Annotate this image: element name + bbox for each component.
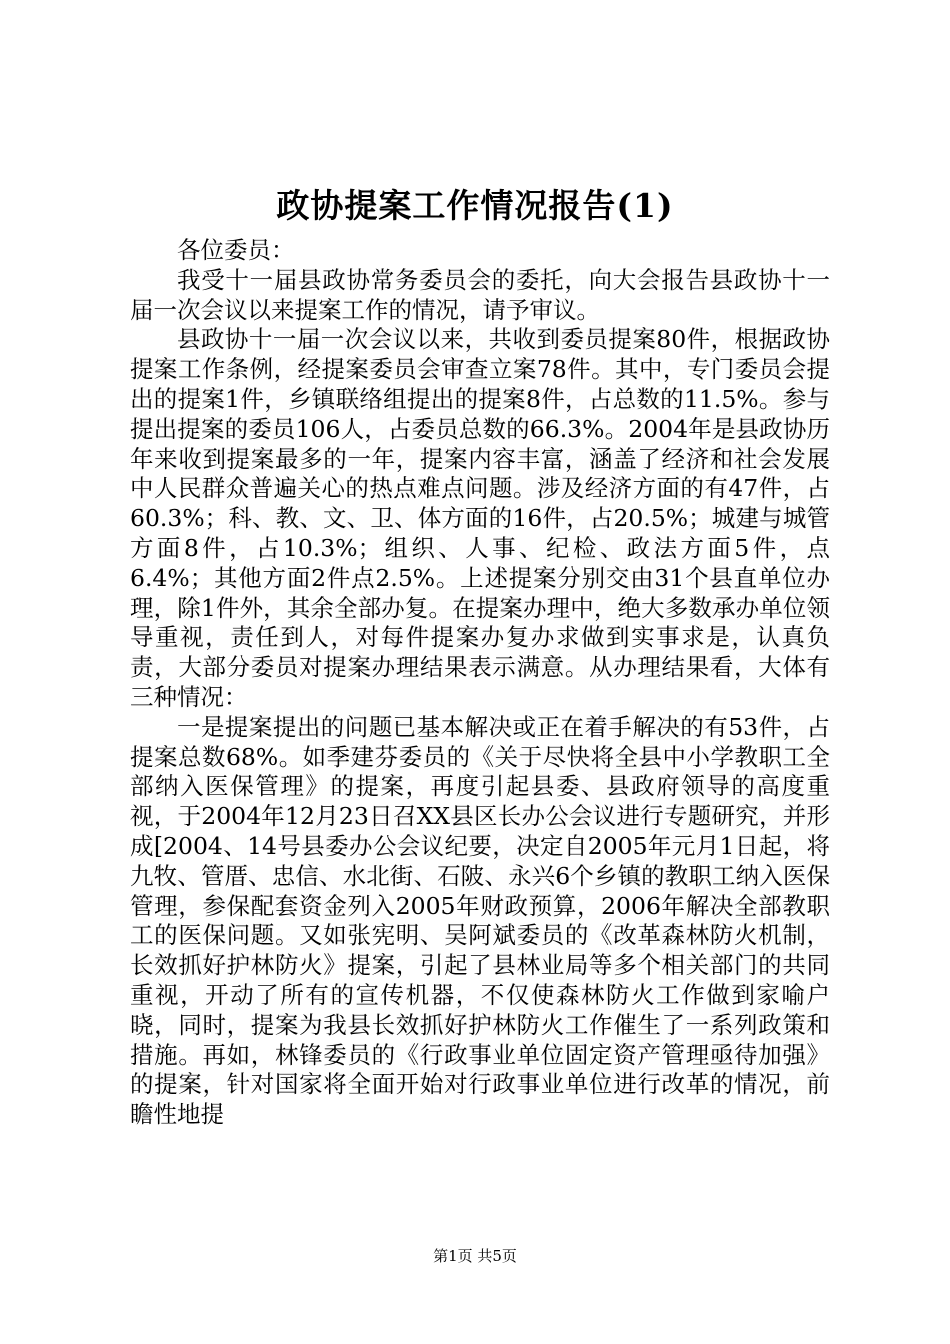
paragraph-statistics: 县政协十一届一次会议以来，共收到委员提案80件，根据政协提案工作条例，经提案委员会审查立案78件。其中，专门委员会提出的提案1件，乡镇联络组提出的提案8件，占总数的11.5%。参与提出提案的委员106人，占委员总数的66.3%。2004年是县政协历年来收到提案最多的一年，提案内容丰富，涵盖了经济和社会发展中人民群众普遍关心的热点难点问题。涉及经济方面的有47件，占60.3%；科、教、文、卫、体方面的16件，占20.5%；城建与城管方面8件，占10.3%；组织、人事、纪检、政法方面5件，点6.4%；其他方面2件点2.5%。上述提案分别交由31个县直单位办理，除1件外，其余全部办复。在提案办理中，绝大多数承办单位领导重视，责任到人，对每件提案办复办求做到实事求是，认真负责，大部分委员对提案办理结果表示满意。从办理结果看，大体有三种情况： <box>130 325 830 711</box>
page-footer: 第1页 共5页 <box>433 1247 517 1265</box>
document-title: 政协提案工作情况报告(1) <box>276 186 674 225</box>
paragraph-results-one: 一是提案提出的问题已基本解决或正在着手解决的有53件，占提案总数68%。如季建芬委员的《关于尽快将全县中小学教职工全部纳入医保管理》的提案，再度引起县委、县政府领导的高度重视，于2004年12月23日召XX县区长办公会议进行专题研究，并形成[2004、14号县委办公会议纪要，决定自2005年元月1日起，将九牧、管厝、忠信、水北街、石陂、永兴6个乡镇的教职工纳入医保管理，参保配套资金列入2005年财政预算，2006年解决全部教职工的医保问题。又如张宪明、吴阿斌委员的《改革森林防火机制，长效抓好护林防火》提案，引起了县林业局等多个相关部门的共同重视，开动了所有的宣传机器，不仅使森林防火工作做到家喻户晓，同时，提案为我县长效抓好护林防火工作催生了一系列政策和措施。再如，林锋委员的《行政事业单位固定资产管理亟待加强》的提案，针对国家将全面开始对行政事业单位进行改革的情况，前瞻性地提 <box>130 712 830 1129</box>
salutation: 各位委员： <box>177 236 295 264</box>
document-body <box>130 236 830 1130</box>
paragraph-intro: 我受十一届县政协常务委员会的委托，向大会报告县政协十一届一次会议以来提案工作的情况，请予审议。 <box>130 265 830 324</box>
